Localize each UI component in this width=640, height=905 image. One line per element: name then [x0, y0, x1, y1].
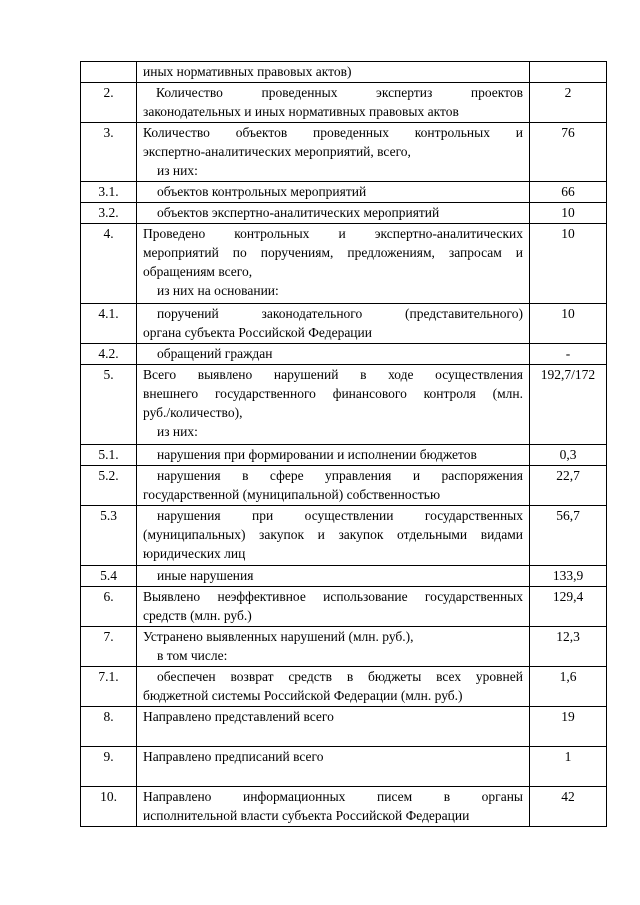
description-line: нарушения при формировании и исполнении бюджетов	[157, 447, 477, 462]
row-value: 19	[530, 707, 607, 747]
description-line: бюджетной системы Российской Федерации (млн. руб.)	[143, 688, 463, 703]
row-description	[137, 304, 530, 344]
row-description	[137, 182, 530, 203]
row-description	[137, 667, 530, 707]
row-value: 1,6	[530, 667, 607, 707]
row-value: 10	[530, 203, 607, 224]
description-line: из них:	[157, 424, 198, 439]
row-number: 9.	[81, 747, 137, 787]
row-value: 2	[530, 83, 607, 123]
row-number: 3.1.	[81, 182, 137, 203]
description-line: Проведено контрольных и экспертно-аналитических	[143, 226, 523, 241]
description-line: экспертно-аналитических мероприятий, всего,	[143, 144, 411, 159]
description-line: в том числе:	[157, 648, 228, 663]
row-value: 0,3	[530, 445, 607, 466]
report-table	[80, 61, 607, 827]
description-line: исполнительной власти субъекта Российской Федерации	[143, 808, 470, 823]
description-line: Направлено предписаний всего	[143, 749, 324, 764]
table-row	[81, 587, 607, 627]
row-value: 133,9	[530, 566, 607, 587]
row-value: 76	[530, 123, 607, 182]
table-row	[81, 203, 607, 224]
row-description	[137, 587, 530, 627]
description-line: руб./количество),	[143, 405, 243, 420]
table-row	[81, 466, 607, 506]
table-row	[81, 747, 607, 787]
row-description	[137, 344, 530, 365]
description-line: Направлено представлений всего	[143, 709, 334, 724]
description-line: Количество проведенных экспертиз проектов	[156, 85, 523, 100]
row-description	[137, 787, 530, 827]
description-line: юридических лиц	[143, 546, 246, 561]
description-line: объектов контрольных мероприятий	[157, 184, 367, 199]
row-description	[137, 506, 530, 566]
description-line: Устранено выявленных нарушений (млн. руб.),	[143, 629, 414, 644]
row-number	[81, 62, 137, 83]
description-line: Выявлено неэффективное использование государственных	[143, 589, 523, 604]
row-number: 5.4	[81, 566, 137, 587]
row-value	[530, 62, 607, 83]
row-number: 8.	[81, 707, 137, 747]
table-row	[81, 344, 607, 365]
row-number: 5.1.	[81, 445, 137, 466]
table-row	[81, 627, 607, 667]
row-number: 7.	[81, 627, 137, 667]
description-line: мероприятий по поручениям, предложениям, запросам и	[143, 245, 523, 260]
row-description	[137, 224, 530, 304]
row-description	[137, 466, 530, 506]
row-description	[137, 747, 530, 787]
description-line: из них:	[157, 163, 198, 178]
row-value: 10	[530, 304, 607, 344]
row-description	[137, 83, 530, 123]
row-value: 129,4	[530, 587, 607, 627]
description-line: Количество объектов проведенных контрольных и	[143, 125, 523, 140]
description-line: органа субъекта Российской Федерации	[143, 325, 372, 340]
row-description	[137, 566, 530, 587]
row-value: 1	[530, 747, 607, 787]
table-row	[81, 224, 607, 304]
row-value: 10	[530, 224, 607, 304]
row-value: 42	[530, 787, 607, 827]
description-line: обращениям всего,	[143, 264, 253, 279]
table-row	[81, 445, 607, 466]
description-line: нарушения при осуществлении государственных	[157, 508, 523, 523]
row-number: 4.	[81, 224, 137, 304]
table-row	[81, 787, 607, 827]
row-number: 5.3	[81, 506, 137, 566]
description-line: объектов экспертно-аналитических мероприятий	[157, 205, 440, 220]
description-line: обращений граждан	[157, 346, 273, 361]
row-number: 7.1.	[81, 667, 137, 707]
row-number: 4.1.	[81, 304, 137, 344]
row-number: 10.	[81, 787, 137, 827]
table-row	[81, 707, 607, 747]
table-row	[81, 506, 607, 566]
row-number: 3.2.	[81, 203, 137, 224]
table-row	[81, 83, 607, 123]
row-number: 4.2.	[81, 344, 137, 365]
row-number: 5.2.	[81, 466, 137, 506]
table-row	[81, 62, 607, 83]
table-row	[81, 182, 607, 203]
row-description	[137, 123, 530, 182]
description-line: средств (млн. руб.)	[143, 608, 252, 623]
row-value: -	[530, 344, 607, 365]
description-line: из них на основании:	[157, 283, 279, 298]
row-number: 6.	[81, 587, 137, 627]
row-description	[137, 707, 530, 747]
description-line: Всего выявлено нарушений в ходе осуществления	[143, 367, 523, 382]
row-description	[137, 627, 530, 667]
row-description	[137, 445, 530, 466]
description-line: законодательных и иных нормативных правовых актов	[143, 104, 459, 119]
description-line: внешнего государственного финансового контроля (млн.	[143, 386, 523, 401]
row-number: 3.	[81, 123, 137, 182]
row-value: 192,7/172	[530, 365, 607, 445]
description-line: Направлено информационных писем в органы	[143, 789, 523, 804]
row-value: 66	[530, 182, 607, 203]
description-line: поручений законодательного (представительного)	[157, 306, 523, 321]
row-description	[137, 203, 530, 224]
description-line: обеспечен возврат средств в бюджеты всех уровней	[157, 669, 523, 684]
table-row	[81, 667, 607, 707]
row-value: 22,7	[530, 466, 607, 506]
table-row	[81, 365, 607, 445]
table-row	[81, 304, 607, 344]
table-row	[81, 123, 607, 182]
row-number: 5.	[81, 365, 137, 445]
description-line: (муниципальных) закупок и закупок отдельными видами	[143, 527, 523, 542]
table-row	[81, 566, 607, 587]
row-value: 56,7	[530, 506, 607, 566]
row-number: 2.	[81, 83, 137, 123]
row-description	[137, 62, 530, 83]
description-line: иные нарушения	[157, 568, 254, 583]
description-line: иных нормативных правовых актов)	[143, 64, 352, 79]
row-description	[137, 365, 530, 445]
description-line: нарушения в сфере управления и распоряжения	[157, 468, 523, 483]
row-value: 12,3	[530, 627, 607, 667]
description-line: государственной (муниципальной) собственностью	[143, 487, 441, 502]
